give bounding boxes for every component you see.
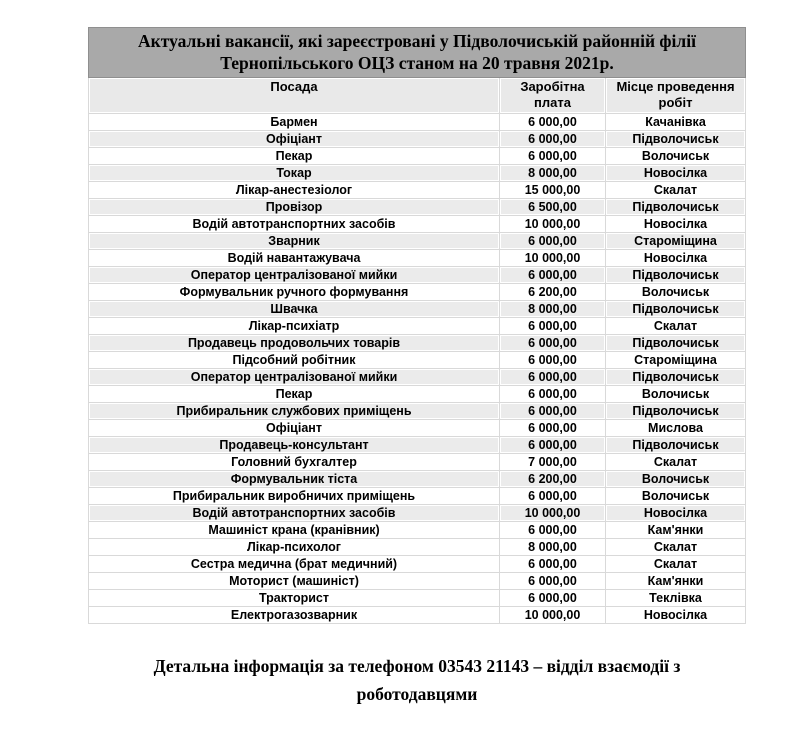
- table-row: [88, 216, 746, 233]
- table-header: [88, 78, 746, 114]
- footer-contact-note: Детальна інформація за телефоном 03543 21143 – відділ взаємодії з роботодавцями: [153, 656, 681, 704]
- table-row: [88, 522, 746, 539]
- salary-cell: 6 000,00: [500, 352, 606, 369]
- table-row: [88, 471, 746, 488]
- position-cell: Провізор: [88, 199, 500, 216]
- salary-cell: 10 000,00: [500, 607, 606, 624]
- salary-cell: 7 000,00: [500, 454, 606, 471]
- position-cell: Формувальник тіста: [88, 471, 500, 488]
- position-cell: Токар: [88, 165, 500, 182]
- table-row: [88, 114, 746, 131]
- position-cell: Сестра медична (брат медичний): [88, 556, 500, 573]
- salary-cell: 6 000,00: [500, 573, 606, 590]
- location-cell: Новосілка: [606, 607, 746, 624]
- position-cell: Підсобний робітник: [88, 352, 500, 369]
- location-cell: Теклівка: [606, 590, 746, 607]
- salary-cell: 6 000,00: [500, 233, 606, 250]
- column-header-position: Посада: [88, 78, 500, 114]
- document-title: Актуальні вакансії, які зареєстровані у Підволочиській районній філії Тернопільського ОЦЗ станом на 20 травня 2021р.: [88, 27, 746, 78]
- location-cell: Підволочиськ: [606, 301, 746, 318]
- position-cell: Бармен: [88, 114, 500, 131]
- position-cell: Оператор централізованої мийки: [88, 267, 500, 284]
- table-row: [88, 573, 746, 590]
- location-cell: Підволочиськ: [606, 369, 746, 386]
- salary-cell: 10 000,00: [500, 216, 606, 233]
- position-cell: Моторист (машиніст): [88, 573, 500, 590]
- location-cell: Новосілка: [606, 505, 746, 522]
- position-cell: Оператор централізованої мийки: [88, 369, 500, 386]
- salary-cell: 6 000,00: [500, 148, 606, 165]
- salary-cell: 15 000,00: [500, 182, 606, 199]
- position-cell: Продавець-консультант: [88, 437, 500, 454]
- location-cell: Підволочиськ: [606, 437, 746, 454]
- salary-cell: 10 000,00: [500, 250, 606, 267]
- salary-cell: 6 000,00: [500, 556, 606, 573]
- vacancies-table: [88, 78, 746, 624]
- column-header-location: Місце проведення робіт: [606, 78, 746, 114]
- table-row: [88, 335, 746, 352]
- table-row: [88, 301, 746, 318]
- salary-cell: 6 000,00: [500, 114, 606, 131]
- table-row: [88, 250, 746, 267]
- salary-cell: 6 500,00: [500, 199, 606, 216]
- table-row: [88, 556, 746, 573]
- position-cell: Електрогазозварник: [88, 607, 500, 624]
- location-cell: Новосілка: [606, 165, 746, 182]
- location-cell: Новосілка: [606, 216, 746, 233]
- table-row: [88, 403, 746, 420]
- position-cell: Продавець продовольчих товарів: [88, 335, 500, 352]
- salary-cell: 6 000,00: [500, 131, 606, 148]
- location-cell: Староміщина: [606, 233, 746, 250]
- salary-cell: 6 000,00: [500, 335, 606, 352]
- position-cell: Водій автотранспортних засобів: [88, 505, 500, 522]
- position-cell: Пекар: [88, 148, 500, 165]
- location-cell: Волочиськ: [606, 488, 746, 505]
- location-cell: Підволочиськ: [606, 335, 746, 352]
- location-cell: Новосілка: [606, 250, 746, 267]
- salary-cell: 6 000,00: [500, 590, 606, 607]
- position-cell: Водій навантажувача: [88, 250, 500, 267]
- salary-cell: 6 000,00: [500, 386, 606, 403]
- salary-cell: 6 000,00: [500, 369, 606, 386]
- location-cell: Скалат: [606, 556, 746, 573]
- location-cell: Кам'янки: [606, 522, 746, 539]
- table-row: [88, 539, 746, 556]
- location-cell: Мислова: [606, 420, 746, 437]
- header-row: [88, 78, 746, 114]
- salary-cell: 6 000,00: [500, 403, 606, 420]
- location-cell: Волочиськ: [606, 471, 746, 488]
- table-row: [88, 318, 746, 335]
- table-row: [88, 131, 746, 148]
- position-cell: Водій автотранспортних засобів: [88, 216, 500, 233]
- salary-cell: 6 200,00: [500, 284, 606, 301]
- table-row: [88, 488, 746, 505]
- table-row: [88, 352, 746, 369]
- table-row: [88, 505, 746, 522]
- location-cell: Волочиськ: [606, 284, 746, 301]
- salary-cell: 6 000,00: [500, 437, 606, 454]
- position-cell: Офіціант: [88, 131, 500, 148]
- salary-cell: 6 000,00: [500, 522, 606, 539]
- location-cell: Скалат: [606, 454, 746, 471]
- position-cell: Швачка: [88, 301, 500, 318]
- vacancies-body: [88, 114, 746, 624]
- table-row: [88, 199, 746, 216]
- salary-cell: 8 000,00: [500, 165, 606, 182]
- location-cell: Скалат: [606, 539, 746, 556]
- table-row: [88, 454, 746, 471]
- column-header-salary: Заробітна плата: [500, 78, 606, 114]
- salary-cell: 6 000,00: [500, 267, 606, 284]
- location-cell: Староміщина: [606, 352, 746, 369]
- table-row: [88, 420, 746, 437]
- location-cell: Підволочиськ: [606, 199, 746, 216]
- table-row: [88, 607, 746, 624]
- location-cell: Кам'янки: [606, 573, 746, 590]
- position-cell: Офіціант: [88, 420, 500, 437]
- salary-cell: 6 000,00: [500, 420, 606, 437]
- salary-cell: 8 000,00: [500, 301, 606, 318]
- position-cell: Лікар-психіатр: [88, 318, 500, 335]
- location-cell: Скалат: [606, 182, 746, 199]
- table-row: [88, 590, 746, 607]
- position-cell: Лікар-анестезіолог: [88, 182, 500, 199]
- location-cell: Скалат: [606, 318, 746, 335]
- position-cell: Лікар-психолог: [88, 539, 500, 556]
- table-row: [88, 148, 746, 165]
- position-cell: Прибиральник службових приміщень: [88, 403, 500, 420]
- table-row: [88, 386, 746, 403]
- location-cell: Волочиськ: [606, 386, 746, 403]
- salary-cell: 6 200,00: [500, 471, 606, 488]
- table-row: [88, 182, 746, 199]
- table-row: [88, 284, 746, 301]
- vacancies-document: [88, 27, 746, 624]
- table-row: [88, 437, 746, 454]
- position-cell: Тракторист: [88, 590, 500, 607]
- location-cell: Волочиськ: [606, 148, 746, 165]
- salary-cell: 6 000,00: [500, 488, 606, 505]
- location-cell: Підволочиськ: [606, 267, 746, 284]
- salary-cell: 6 000,00: [500, 318, 606, 335]
- location-cell: Качанівка: [606, 114, 746, 131]
- position-cell: Формувальник ручного формування: [88, 284, 500, 301]
- position-cell: Зварник: [88, 233, 500, 250]
- table-row: [88, 165, 746, 182]
- position-cell: Головний бухгалтер: [88, 454, 500, 471]
- table-row: [88, 369, 746, 386]
- location-cell: Підволочиськ: [606, 403, 746, 420]
- location-cell: Підволочиськ: [606, 131, 746, 148]
- position-cell: Машиніст крана (кранівник): [88, 522, 500, 539]
- position-cell: Прибиральник виробничих приміщень: [88, 488, 500, 505]
- position-cell: Пекар: [88, 386, 500, 403]
- salary-cell: 10 000,00: [500, 505, 606, 522]
- salary-cell: 8 000,00: [500, 539, 606, 556]
- table-row: [88, 233, 746, 250]
- table-row: [88, 267, 746, 284]
